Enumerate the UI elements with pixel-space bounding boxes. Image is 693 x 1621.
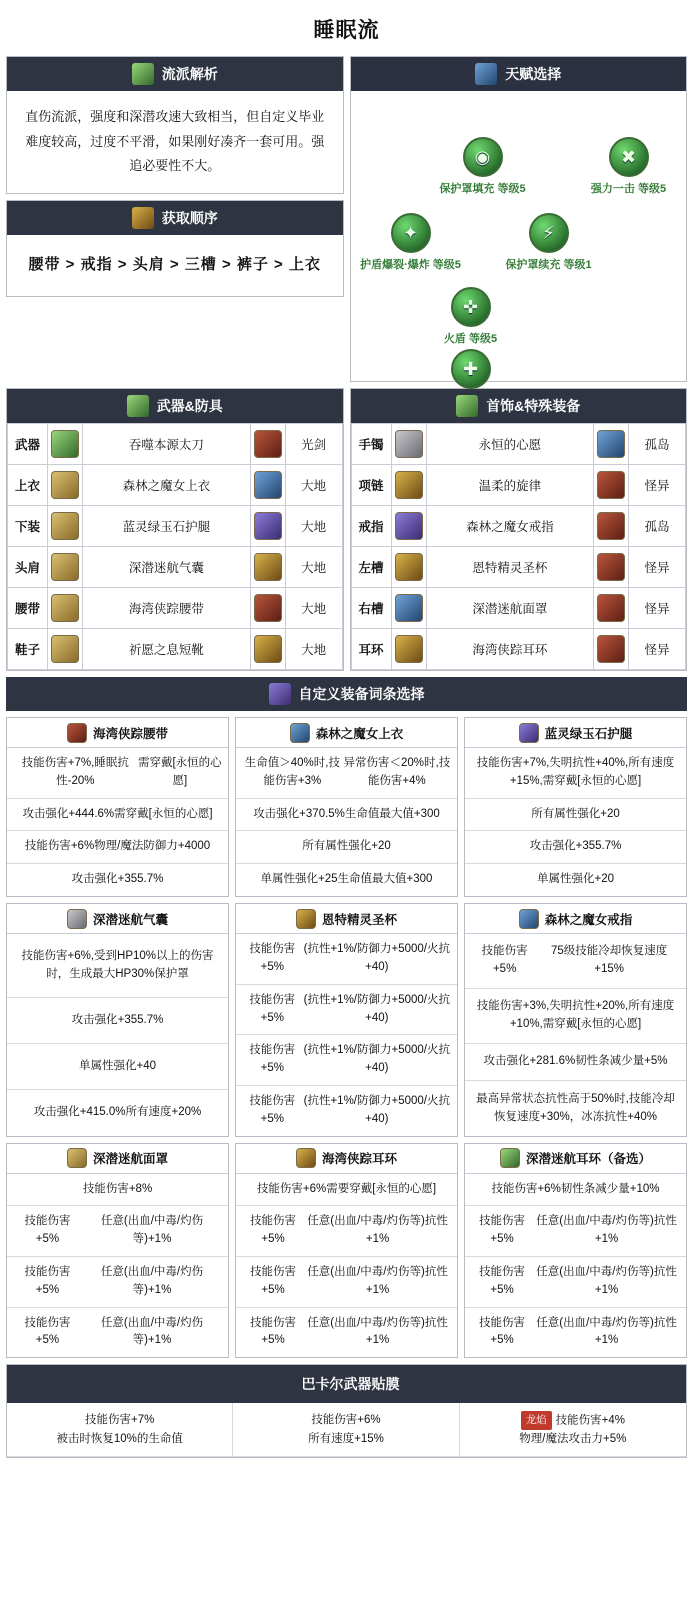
- custom-card-title: 深潜迷航耳环（备选）: [525, 1152, 651, 1167]
- bakal-title: 巴卡尔武器贴膜: [301, 1376, 400, 1393]
- item-name: 深潜迷航面罩: [426, 588, 594, 629]
- talent-title: 天赋选择: [505, 66, 562, 82]
- weapons-panel: [6, 388, 344, 671]
- custom-option-line-2: 所有属性强化+20: [236, 831, 457, 864]
- table-row: [8, 465, 343, 506]
- custom-option-line-2: 攻击强化+355.7%: [465, 831, 686, 864]
- item-icon: [67, 1148, 87, 1168]
- item-icon: [395, 471, 423, 499]
- set-icon: [597, 512, 625, 540]
- custom-card-header: [465, 1144, 686, 1174]
- item-icon-cell: [48, 588, 83, 629]
- slot-label: 头肩: [8, 547, 48, 588]
- set-icon: [597, 430, 625, 458]
- set-icon: [254, 512, 282, 540]
- hammer-icon: [132, 207, 154, 229]
- custom-option-line-2: 技能伤害+5% (抗性+1%/防御力+5000/火抗+40): [236, 1035, 457, 1086]
- set-icon: [254, 635, 282, 663]
- set-icon: [597, 553, 625, 581]
- talent-node-0[interactable]: [423, 137, 543, 196]
- item-name: 永恒的心愿: [426, 424, 594, 465]
- custom-card-0: [6, 717, 229, 897]
- custom-card-title: 深潜迷航面罩: [92, 1152, 168, 1167]
- set-name: 孤岛: [629, 424, 686, 465]
- slot-label: 下装: [8, 506, 48, 547]
- talent-tree: [351, 91, 687, 381]
- bakal-text: 技能伤害+7%: [84, 1414, 155, 1427]
- custom-option-line-2: 技能伤害+6% 物理/魔法防御力+4000: [7, 831, 228, 864]
- item-name: 海湾侠踪耳环: [426, 629, 594, 670]
- custom-card-header: [7, 904, 228, 934]
- set-name: 大地: [285, 588, 342, 629]
- custom-card-header: [236, 1144, 457, 1174]
- item-icon: [296, 1148, 316, 1168]
- custom-option-line-2: 单属性强化+40: [7, 1044, 228, 1090]
- set-icon-cell: [594, 424, 629, 465]
- table-row: [8, 424, 343, 465]
- item-icon-cell: [391, 547, 426, 588]
- set-icon-cell: [594, 629, 629, 670]
- talent-label: 火盾 等级5: [443, 333, 498, 345]
- talent-icon: ✖: [609, 137, 649, 177]
- custom-option-line-3: 技能伤害+5% (抗性+1%/防御力+5000/火抗+40): [249, 1094, 450, 1125]
- item-name: 海湾侠踪腰带: [83, 588, 251, 629]
- custom-card-4: [235, 903, 458, 1137]
- weapons-title: 武器&防具: [156, 398, 223, 414]
- custom-option-line-2: 攻击强化+281.6% 韧性条减少量+5%: [465, 1044, 686, 1081]
- custom-option-line-1: 技能伤害+5% 任意(出血/中毒/灼伤等)抗性+1%: [465, 1206, 686, 1257]
- item-icon-cell: [391, 506, 426, 547]
- item-icon: [296, 909, 316, 929]
- bakal-text: 技能伤害+4%: [555, 1414, 625, 1427]
- set-icon-cell: [594, 547, 629, 588]
- slot-label: 鞋子: [8, 629, 48, 670]
- item-icon-cell: [391, 465, 426, 506]
- order-text: 腰带 > 戒指 > 头肩 > 三槽 > 裤子 > 上衣: [28, 256, 321, 274]
- item-icon-cell: [48, 465, 83, 506]
- set-icon-cell: [250, 465, 285, 506]
- set-name: 怪异: [629, 629, 686, 670]
- item-name: 蓝灵绿玉石护腿: [83, 506, 251, 547]
- item-icon-cell: [391, 629, 426, 670]
- set-icon: [597, 471, 625, 499]
- bakal-cell-2: [460, 1403, 686, 1457]
- set-icon-cell: [250, 547, 285, 588]
- custom-card-header: [465, 904, 686, 934]
- custom-card-header: [465, 718, 686, 748]
- set-name: 光剑: [285, 424, 342, 465]
- custom-option-line-1: 技能伤害+3%,失明抗性+20%,所有速度+10%,需穿戴[永恒的心愿]: [465, 989, 686, 1044]
- custom-option-line-2: 技能伤害+5% 任意(出血/中毒/灼伤等)+1%: [7, 1257, 228, 1308]
- custom-option-line-0: 技能伤害+7%,睡眠抗性-20% 需穿戴[永恒的心愿]: [7, 748, 228, 799]
- bakal-cell-1: [233, 1403, 459, 1457]
- bakal-text: 技能伤害+6%: [311, 1414, 381, 1427]
- custom-card-6: [6, 1143, 229, 1359]
- order-panel: [6, 200, 344, 297]
- table-row: [351, 547, 686, 588]
- slot-label: 耳环: [351, 629, 391, 670]
- set-icon: [254, 553, 282, 581]
- table-row: [8, 588, 343, 629]
- ring-icon: [456, 395, 478, 417]
- custom-card-title: 深潜迷航气囊: [92, 912, 168, 927]
- item-icon-cell: [48, 506, 83, 547]
- item-name: 森林之魔女戒指: [426, 506, 594, 547]
- analysis-title: 流派解析: [161, 66, 218, 82]
- table-row: [8, 629, 343, 670]
- custom-card-8: [464, 1143, 687, 1359]
- custom-card-1: [235, 717, 458, 897]
- custom-card-title: 蓝灵绿玉石护腿: [544, 726, 633, 741]
- slot-label: 手镯: [351, 424, 391, 465]
- item-icon: [519, 723, 539, 743]
- page-title: 睡眠流: [313, 19, 380, 42]
- item-icon-cell: [391, 424, 426, 465]
- set-icon: [597, 594, 625, 622]
- talent-label: 强力一击 等级5: [590, 183, 667, 195]
- slot-label: 上衣: [8, 465, 48, 506]
- custom-option-line-1: 技能伤害+5% 任意(出血/中毒/灼伤等)+1%: [7, 1206, 228, 1257]
- item-icon: [51, 512, 79, 540]
- talent-label: 保护罩续充 等级1: [505, 259, 592, 271]
- sword-shield-icon: [127, 395, 149, 417]
- custom-card-header: [236, 718, 457, 748]
- slot-label: 戒指: [351, 506, 391, 547]
- custom-option-line-3: 技能伤害+5% 任意(出血/中毒/灼伤等)抗性+1%: [250, 1316, 448, 1347]
- item-icon: [51, 553, 79, 581]
- custom-card-title: 森林之魔女上衣: [315, 726, 404, 741]
- book-icon: [132, 63, 154, 85]
- custom-option-line-0: 技能伤害+6%,受到HP10%以上的伤害时，生成最大HP30%保护罩: [7, 934, 228, 998]
- custom-option-line-1: 技能伤害+5% (抗性+1%/防御力+5000/火抗+40): [236, 985, 457, 1036]
- weapons-header: [7, 389, 343, 423]
- set-icon: [597, 635, 625, 663]
- item-name: 祈愿之息短靴: [83, 629, 251, 670]
- table-row: [351, 588, 686, 629]
- set-icon-cell: [250, 506, 285, 547]
- talent-label: 护盾爆裂·爆炸 等级5: [360, 259, 461, 271]
- custom-cards-grid: [6, 717, 687, 1358]
- set-icon: [254, 471, 282, 499]
- talent-icon: ✦: [391, 213, 431, 253]
- set-icon-cell: [594, 465, 629, 506]
- custom-option-line-1: 攻击强化+355.7%: [7, 998, 228, 1044]
- custom-header: [6, 677, 687, 711]
- custom-option-line-0: 技能伤害+6% 需要穿戴[永恒的心愿]: [236, 1174, 457, 1207]
- set-icon-cell: [250, 588, 285, 629]
- custom-option-line-3: 单属性强化+20: [536, 873, 614, 886]
- weapons-table: [7, 423, 343, 670]
- talent-icon: ◉: [463, 137, 503, 177]
- custom-card-7: [235, 1143, 458, 1359]
- top-section: [6, 56, 687, 382]
- accessories-header: [351, 389, 687, 423]
- talent-node-2[interactable]: [351, 213, 471, 272]
- custom-option-line-0: 技能伤害+5% 75级技能冷却恢复速度+15%: [465, 934, 686, 989]
- slot-label: 腰带: [8, 588, 48, 629]
- item-icon: [395, 594, 423, 622]
- custom-card-3: [6, 903, 229, 1137]
- custom-option-line-0: 生命值＞40%时,技能伤害+3% 异常伤害＜20%时,技能伤害+4%: [236, 748, 457, 799]
- custom-card-header: [7, 718, 228, 748]
- slot-label: 项链: [351, 465, 391, 506]
- cube-icon: [269, 683, 291, 705]
- left-column: [6, 56, 344, 382]
- set-name: 大地: [285, 547, 342, 588]
- item-icon-cell: [48, 629, 83, 670]
- custom-title: 自定义装备词条选择: [298, 686, 425, 702]
- set-name: 大地: [285, 506, 342, 547]
- set-name: 怪异: [629, 465, 686, 506]
- custom-option-line-1: 攻击强化+444.6% 需穿戴[永恒的心愿]: [7, 799, 228, 832]
- analysis-panel: [6, 56, 344, 194]
- item-icon: [51, 594, 79, 622]
- set-icon: [254, 430, 282, 458]
- talent-node-3[interactable]: [489, 213, 609, 272]
- table-row: [8, 547, 343, 588]
- custom-card-title: 海湾侠踪腰带: [92, 726, 168, 741]
- accessories-panel: [350, 388, 688, 671]
- item-name: 深潜迷航气囊: [83, 547, 251, 588]
- accessories-column: [350, 388, 688, 671]
- slot-label: 右槽: [351, 588, 391, 629]
- set-name: 大地: [285, 629, 342, 670]
- custom-option-line-3: 攻击强化+415.0% 所有速度+20%: [33, 1106, 202, 1119]
- item-icon: [67, 909, 87, 929]
- bakal-text: 物理/魔法攻击力+5%: [519, 1433, 627, 1446]
- talent-node-1[interactable]: [569, 137, 689, 196]
- accessories-table: [351, 423, 687, 670]
- custom-card-title: 森林之魔女戒指: [544, 912, 633, 927]
- order-header: [7, 201, 343, 235]
- set-name: 孤岛: [629, 506, 686, 547]
- item-icon: [67, 723, 87, 743]
- custom-option-line-3: 技能伤害+5% 任意(出血/中毒/灼伤等)抗性+1%: [479, 1316, 677, 1347]
- item-icon-cell: [48, 424, 83, 465]
- set-icon-cell: [250, 629, 285, 670]
- item-name: 森林之魔女上衣: [83, 465, 251, 506]
- custom-card-header: [7, 1144, 228, 1174]
- talent-panel: [350, 56, 688, 382]
- right-column: [350, 56, 688, 382]
- custom-option-line-2: 技能伤害+5% 任意(出血/中毒/灼伤等)抗性+1%: [236, 1257, 457, 1308]
- weapons-column: [6, 388, 344, 671]
- item-icon: [500, 1148, 520, 1168]
- item-icon: [395, 430, 423, 458]
- custom-card-2: [464, 717, 687, 897]
- analysis-text: 直伤流派，强度和深潜攻速大致相当，但自定义毕业难度较高，过度不平滑，如果刚好凑齐一套可用。强追必要性不大。: [25, 109, 325, 174]
- custom-section: [6, 677, 687, 1358]
- custom-card-title: 海湾侠踪耳环: [321, 1152, 397, 1167]
- talent-header: [351, 57, 687, 91]
- bakal-text: 被击时恢复10%的生命值: [56, 1432, 183, 1445]
- custom-option-line-3: 单属性强化+25 生命值最大值+300: [260, 873, 433, 886]
- item-icon-cell: [48, 547, 83, 588]
- bakal-grid: [7, 1403, 686, 1457]
- star-icon: [475, 63, 497, 85]
- talent-icon: ✚: [451, 349, 491, 389]
- item-icon: [51, 635, 79, 663]
- table-row: [351, 629, 686, 670]
- accessories-title: 首饰&特殊装备: [486, 398, 581, 414]
- set-icon-cell: [594, 506, 629, 547]
- custom-option-line-0: 技能伤害+6% 韧性条减少量+10%: [465, 1174, 686, 1207]
- set-icon-cell: [250, 424, 285, 465]
- bakal-panel: [6, 1364, 687, 1458]
- talent-node-4[interactable]: [411, 287, 531, 346]
- set-icon-cell: [594, 588, 629, 629]
- item-icon: [395, 512, 423, 540]
- talent-label: 保护罩填充 等级5: [439, 183, 526, 195]
- item-name: 吞噬本源太刀: [83, 424, 251, 465]
- table-row: [351, 506, 686, 547]
- item-icon: [395, 553, 423, 581]
- item-icon: [519, 909, 539, 929]
- custom-option-line-3: 攻击强化+355.7%: [71, 873, 164, 886]
- custom-card-title: 恩特精灵圣杯: [321, 912, 397, 927]
- order-title: 获取顺序: [161, 210, 218, 227]
- custom-option-line-3: 最高异常状态抗性高于50%时,技能冷却恢复速度+30%，冰冻抗性+40%: [476, 1092, 675, 1123]
- item-name: 恩特精灵圣杯: [426, 547, 594, 588]
- custom-option-line-0: 技能伤害+5% (抗性+1%/防御力+5000/火抗+40): [236, 934, 457, 985]
- set-name: 大地: [285, 465, 342, 506]
- custom-card-header: [236, 904, 457, 934]
- custom-option-line-1: 攻击强化+370.5% 生命值最大值+300: [236, 799, 457, 832]
- talent-icon: ⚡: [529, 213, 569, 253]
- table-row: [351, 424, 686, 465]
- talent-icon: ✜: [451, 287, 491, 327]
- item-name: 温柔的旋律: [426, 465, 594, 506]
- custom-option-line-0: 技能伤害+7%,失明抗性+40%,所有速度+15%,需穿戴[永恒的心愿]: [465, 748, 686, 799]
- custom-option-line-1: 所有属性强化+20: [465, 799, 686, 832]
- slot-label: 武器: [8, 424, 48, 465]
- set-name: 怪异: [629, 588, 686, 629]
- custom-option-line-2: 技能伤害+5% 任意(出血/中毒/灼伤等)抗性+1%: [465, 1257, 686, 1308]
- item-icon: [51, 471, 79, 499]
- set-name: 怪异: [629, 547, 686, 588]
- custom-option-line-1: 技能伤害+5% 任意(出血/中毒/灼伤等)抗性+1%: [236, 1206, 457, 1257]
- item-icon-cell: [391, 588, 426, 629]
- analysis-header: [7, 57, 343, 91]
- slot-label: 左槽: [351, 547, 391, 588]
- custom-option-line-3: 技能伤害+5% 任意(出血/中毒/灼伤等)+1%: [24, 1316, 204, 1347]
- status-badge: 龙焰: [521, 1411, 552, 1430]
- table-row: [351, 465, 686, 506]
- equipment-section: [6, 388, 687, 671]
- custom-card-5: [464, 903, 687, 1137]
- item-icon: [395, 635, 423, 663]
- item-icon: [290, 723, 310, 743]
- item-icon: [51, 430, 79, 458]
- bakal-header: [7, 1365, 686, 1403]
- bakal-cell-0: [7, 1403, 233, 1457]
- table-row: [8, 506, 343, 547]
- bakal-text: 所有速度+15%: [308, 1432, 384, 1445]
- custom-option-line-0: 技能伤害+8%: [7, 1174, 228, 1207]
- set-icon: [254, 594, 282, 622]
